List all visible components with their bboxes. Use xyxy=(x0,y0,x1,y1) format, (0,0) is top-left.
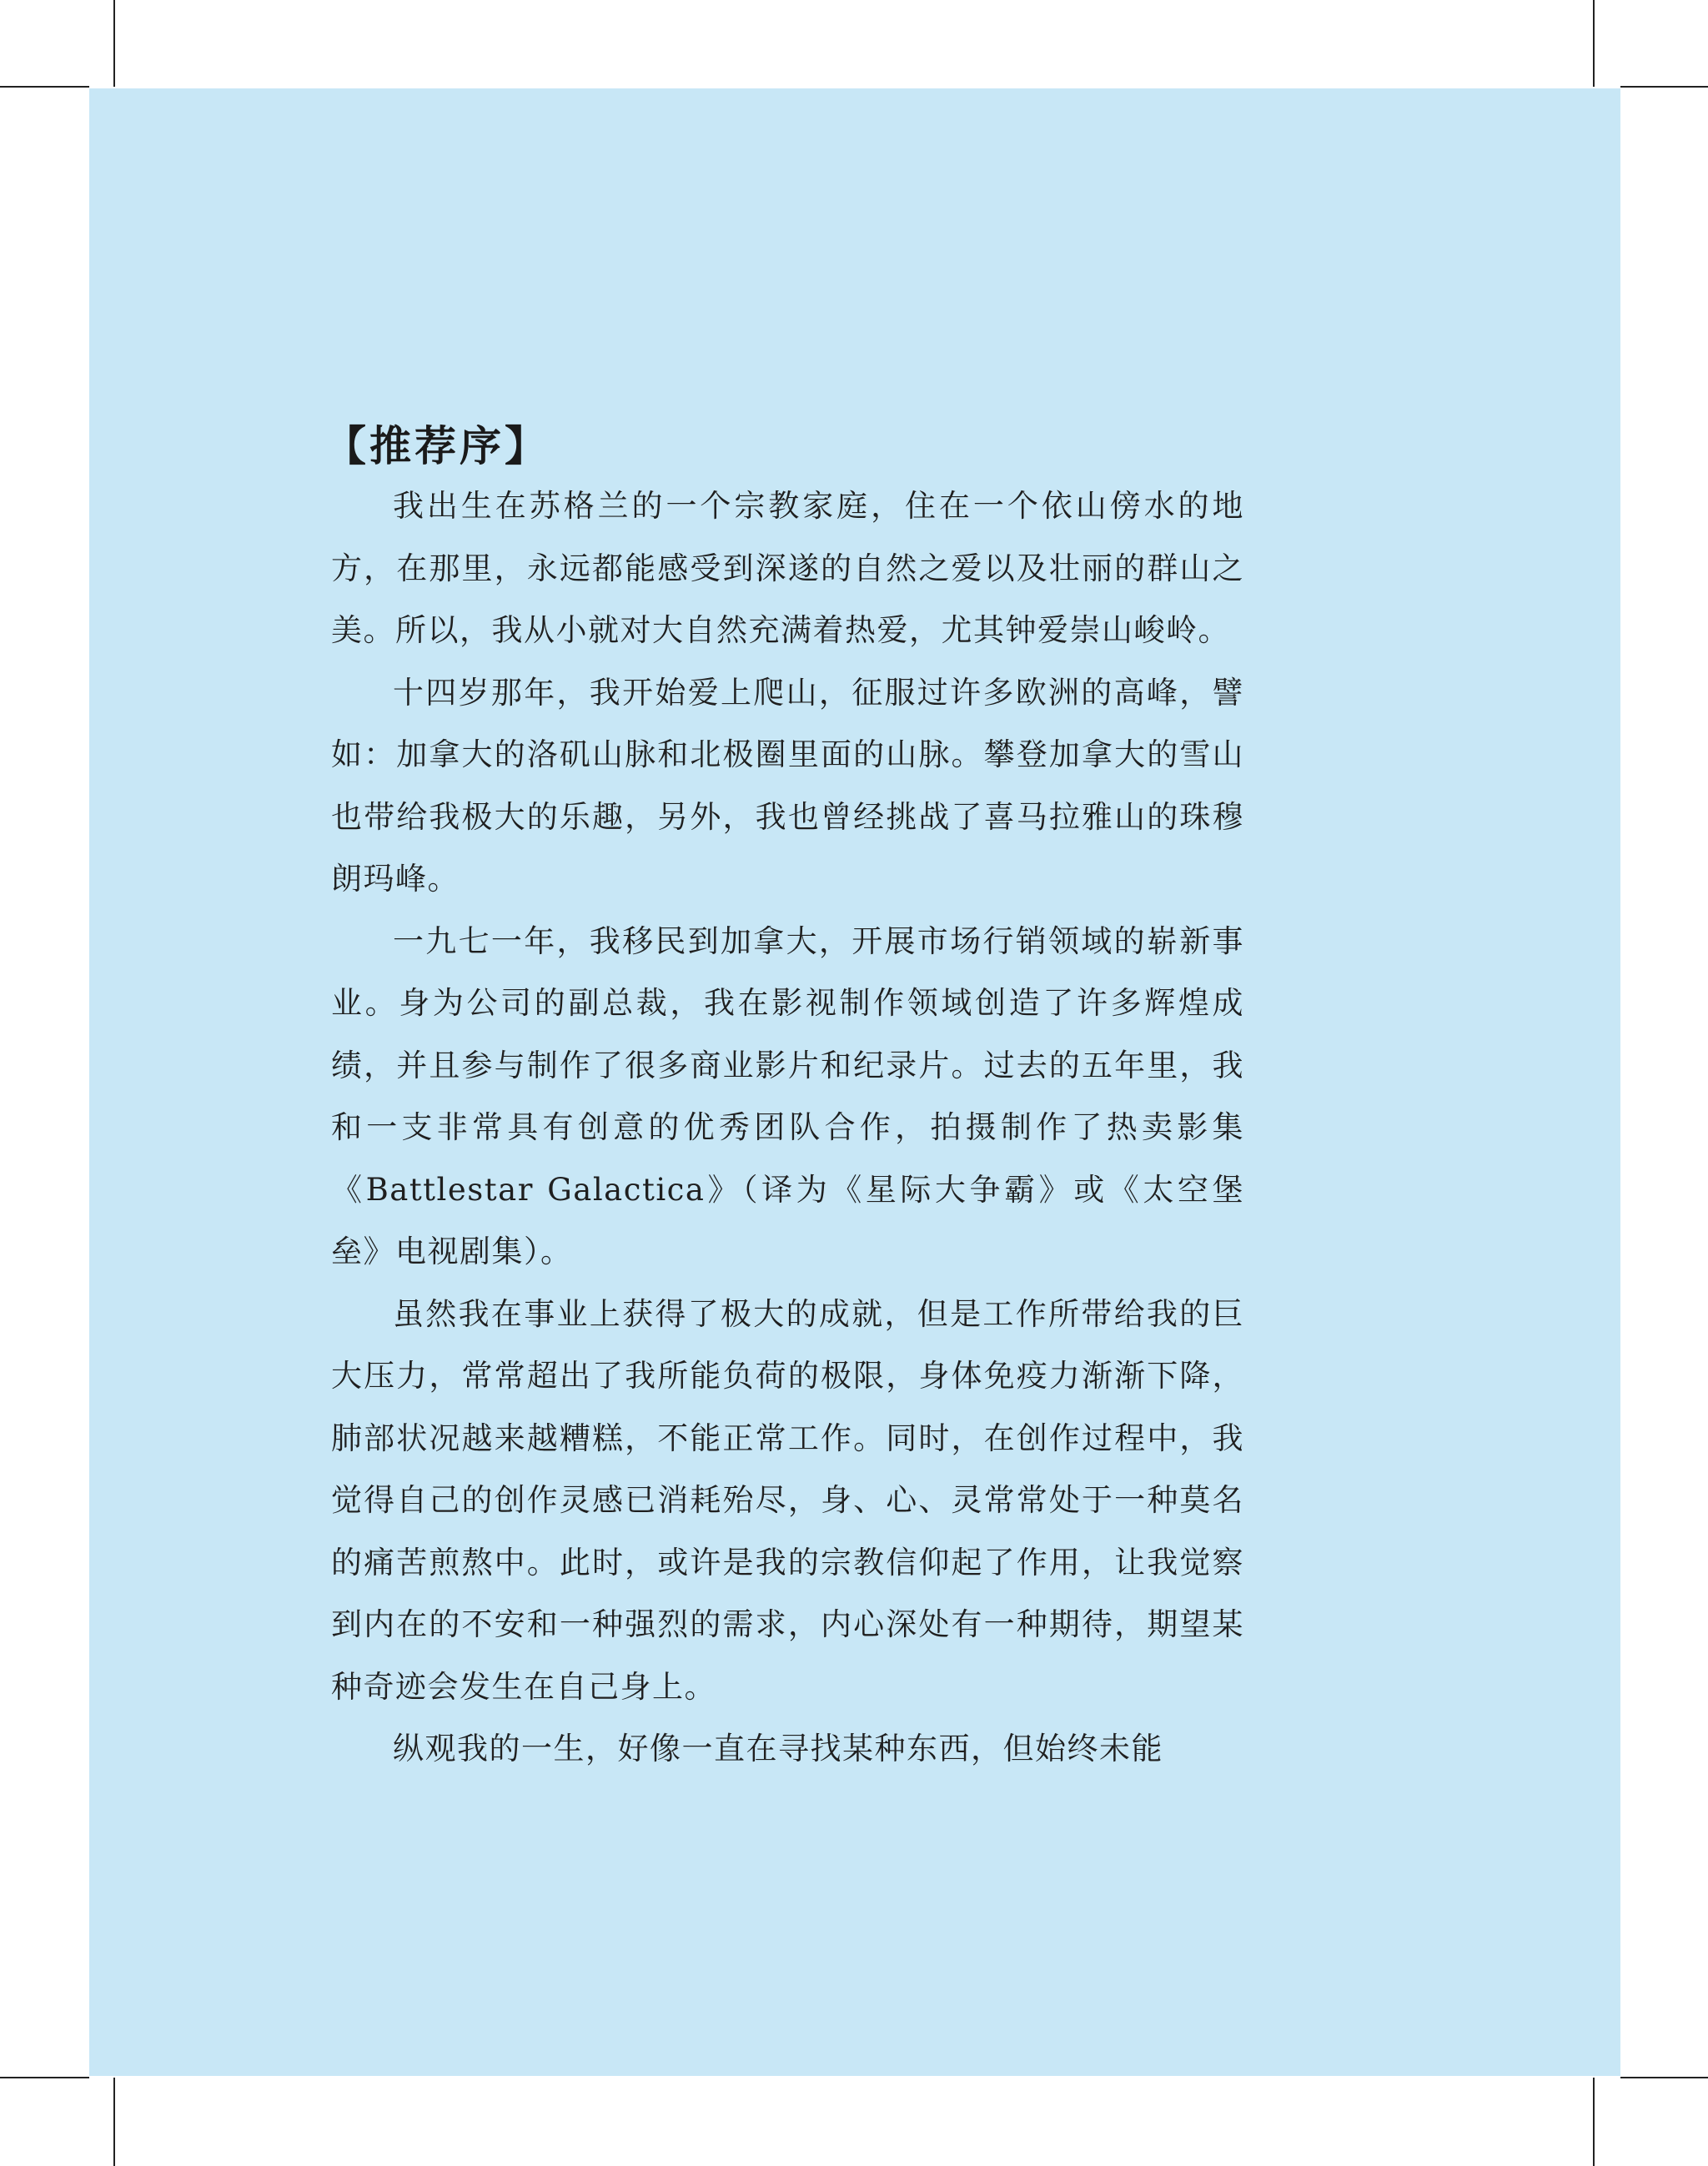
crop-mark-bottom-right-horizontal xyxy=(1620,2077,1708,2078)
paragraph-4: 虽然我在事业上获得了极大的成就，但是工作所带给我的巨大压力，常常超出了我所能负荷的极限，身体免疫力渐渐下降，肺部状况越来越糟糕，不能正常工作。同时，在创作过程中，我觉得自己的创作灵感已消耗殆尽，身、心、灵常常处于一种莫名的痛苦煎熬中。此时，或许是我的宗教信仰起了作用，让我觉察到内在的不安和一种强烈的需求，内心深处有一种期待，期望某种奇迹会发生在自己身上。 xyxy=(331,1295,1244,1705)
preface-content xyxy=(324,417,1244,1781)
crop-mark-bottom-right-vertical xyxy=(1593,2078,1595,2166)
paragraph-5: 纵观我的一生，好像一直在寻找某种东西，但始终未能 xyxy=(393,1731,1163,1766)
crop-mark-bottom-left-horizontal xyxy=(0,2077,89,2078)
paragraph-3: 一九七一年，我移民到加拿大，开展市场行销领域的崭新事业。身为公司的副总裁，我在影视制作领域创造了许多辉煌成绩，并且参与制作了很多商业影片和纪录片。过去的五年里，我和一支非常具有创意的优秀团队合作，拍摄制作了热卖影集《Battlestar Galactica》（译为《星际大争霸》或《太空堡垒》电视剧集）。 xyxy=(331,922,1244,1269)
paragraph-2: 十四岁那年，我开始爱上爬山，征服过许多欧洲的高峰，譬如：加拿大的洛矶山脉和北极圈里面的山脉。攀登加拿大的雪山也带给我极大的乐趣，另外，我也曾经挑战了喜马拉雅山的珠穆朗玛峰。 xyxy=(331,674,1244,897)
crop-mark-top-left-vertical xyxy=(113,0,115,87)
crop-mark-top-left-horizontal xyxy=(0,86,89,88)
crop-mark-bottom-left-vertical xyxy=(113,2078,115,2166)
paragraph-1: 我出生在苏格兰的一个宗教家庭，住在一个依山傍水的地方，在那里，永远都能感受到深遂的自然之爱以及壮丽的群山之美。所以，我从小就对大自然充满着热爱，尤其钟爱崇山峻岭。 xyxy=(331,488,1244,648)
crop-mark-top-right-vertical xyxy=(1593,0,1595,87)
section-heading: 【推荐序】 xyxy=(324,422,550,470)
crop-mark-top-right-horizontal xyxy=(1620,86,1708,88)
